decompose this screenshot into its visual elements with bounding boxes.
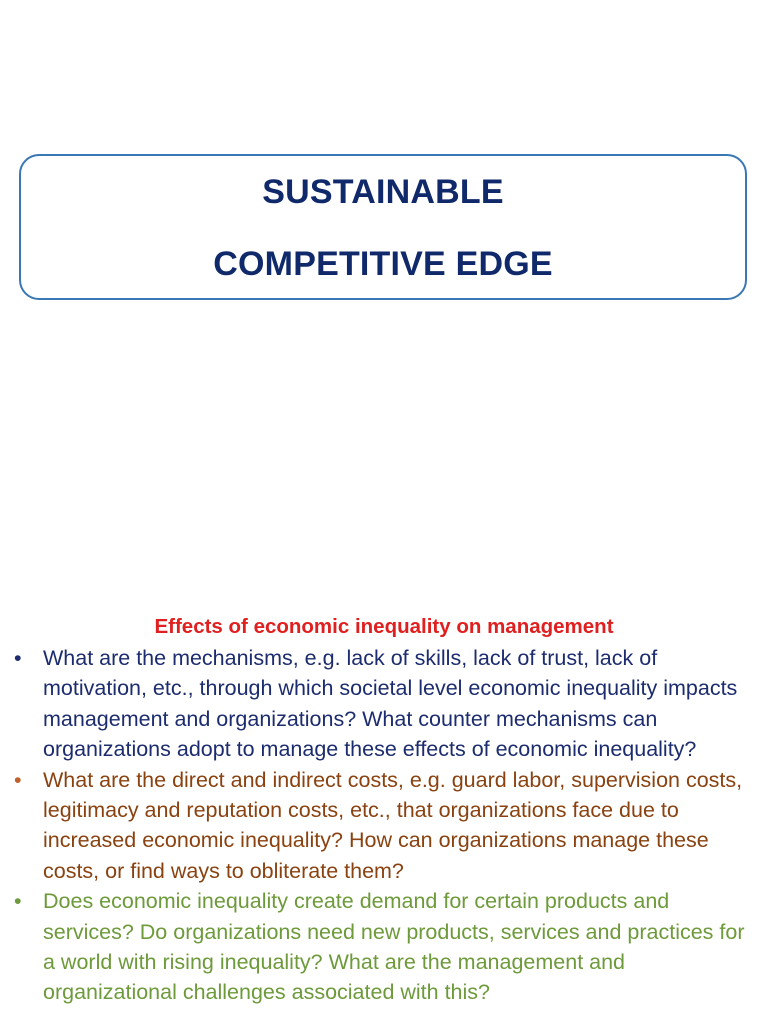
bullet-dot: • [14,889,22,914]
bullet-text: What are the direct and indirect costs, e.g. guard labor, supervision costs, legitimacy and reputation costs, etc., that organizations face due to increased economic inequality? How can organizations manage these costs, or find ways to obliterate them? [43,767,743,883]
bullet-dot: • [14,767,22,792]
title-line-1: SUSTAINABLE [262,173,504,211]
bullet-text: Does economic inequality create demand for certain products and services? Do organizations need new products, services and practices for a world with rising inequality? What are the management and organizational challenges associated with this? [43,889,745,1005]
bullet-text: What are the mechanisms, e.g. lack of skills, lack of trust, lack of motivation, etc., through which societal level economic inequality impacts management and organizations? What counter mechanisms can organizations adopt to manage these effects of economic inequality? [43,646,738,762]
title-line-2: COMPETITIVE EDGE [213,245,553,283]
bullet-list [0,643,768,1008]
bullet-item-2 [0,765,768,887]
bullet-dot: • [14,646,22,670]
bullet-item-3 [0,886,768,1008]
title-box [19,154,747,300]
section-heading: Effects of economic inequality on management [154,615,614,638]
bullet-item-1 [0,643,768,765]
